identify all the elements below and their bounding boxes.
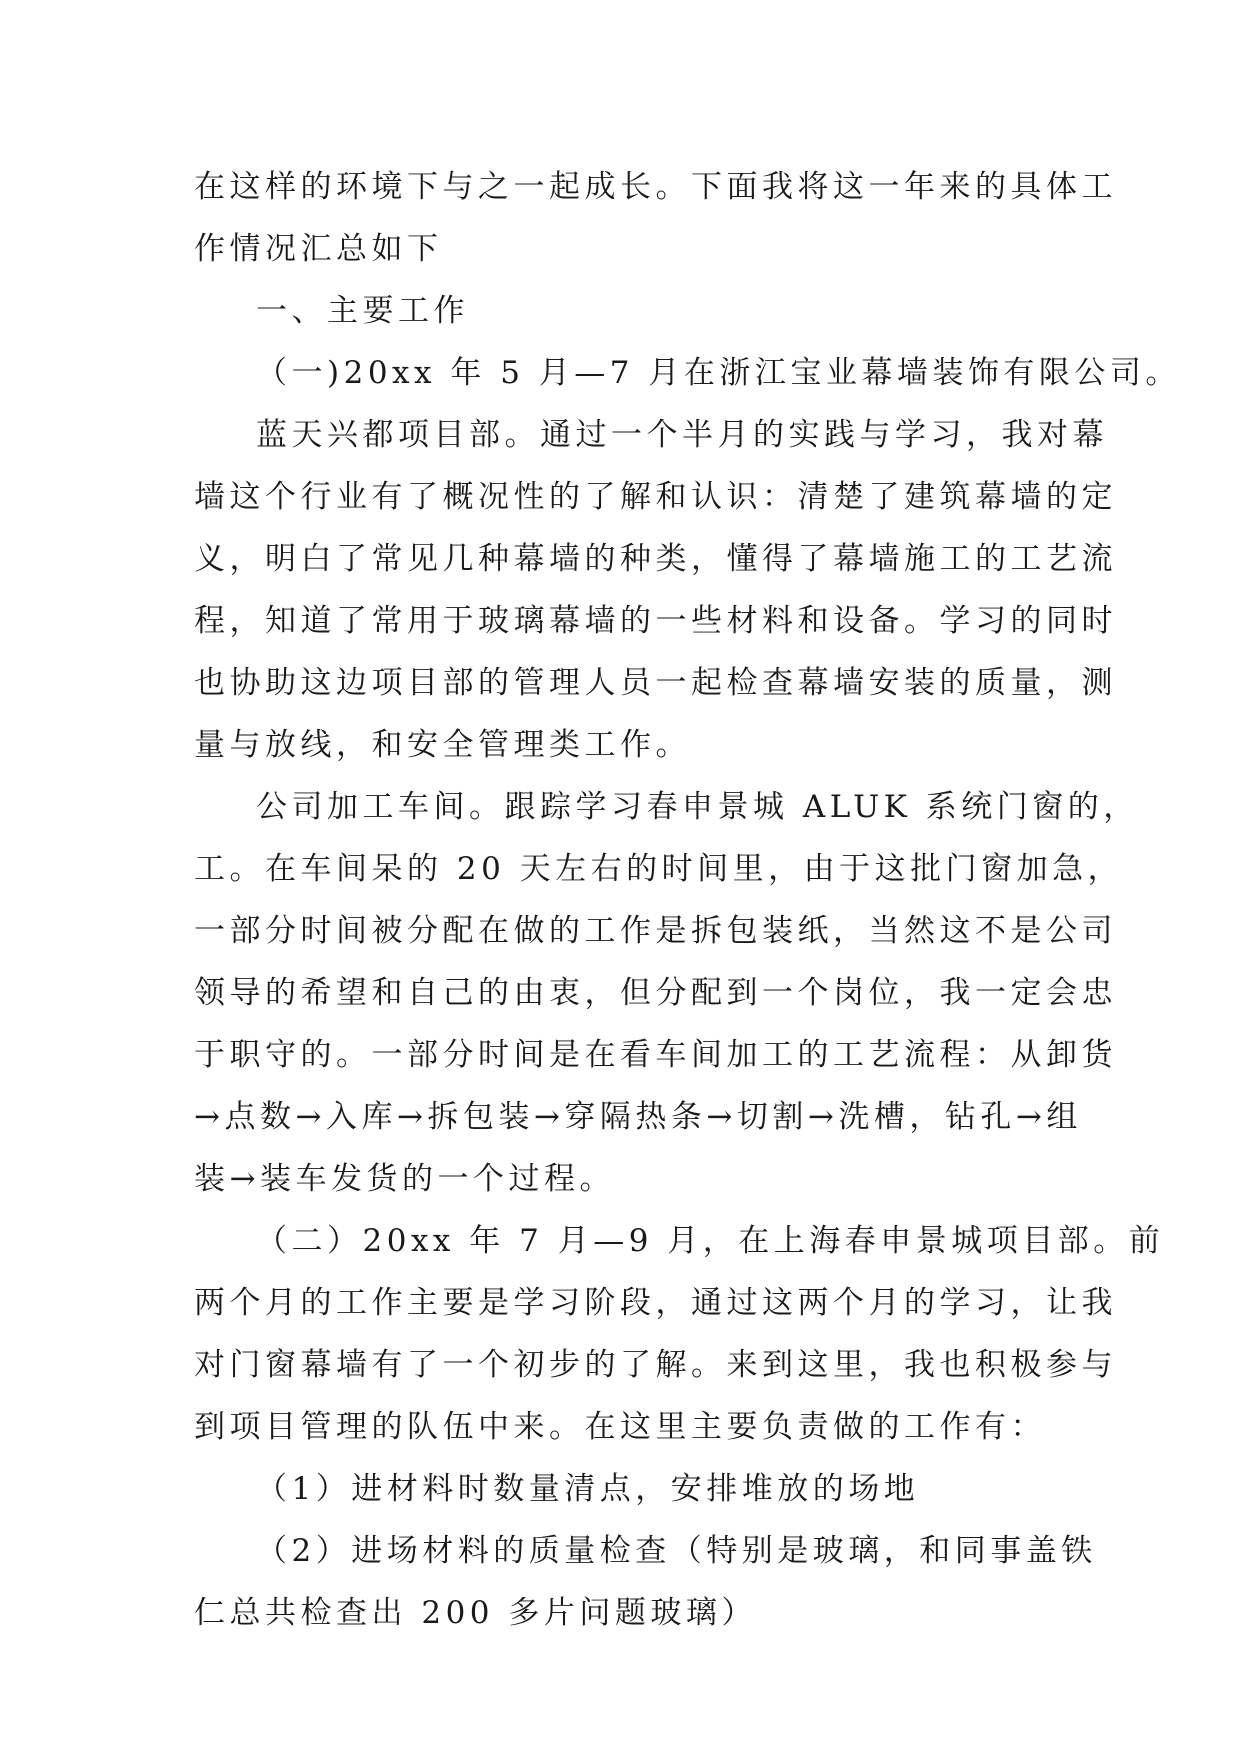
text-line: 量与放线，和安全管理类工作。 xyxy=(194,727,691,763)
text-line: 装→装车发货的一个过程。 xyxy=(194,1161,615,1197)
text-line: 两个月的工作主要是学习阶段，通过这两个月的学习，让我 xyxy=(194,1285,1117,1321)
text-line: 义，明白了常见几种幕墙的种类，懂得了幕墙施工的工艺流 xyxy=(194,541,1117,577)
text-line: 在这样的环境下与之一起成长。下面我将这一年来的具体工 xyxy=(194,169,1117,205)
subsection-heading: （一)20xx 年 5 月—7 月在浙江宝业幕墙装饰有限公司。 xyxy=(256,355,1181,391)
text-line: 工。在车间呆的 20 天左右的时间里，由于这批门窗加急， xyxy=(194,851,1124,887)
document-body xyxy=(194,156,1181,1644)
text-line: 蓝天兴都项目部。通过一个半月的实践与学习，我对幕 xyxy=(256,417,1108,453)
text-line: 墙这个行业有了概况性的了解和认识：清楚了建筑幕墙的定 xyxy=(194,479,1117,515)
list-item: （2）进场材料的质量检查（特别是玻璃，和同事盖铁 xyxy=(256,1533,1097,1569)
text-line: 仁总共检查出 200 多片问题玻璃） xyxy=(194,1595,757,1631)
text-line: 作情况汇总如下 xyxy=(194,231,443,267)
text-line: →点数→入库→拆包装→穿隔热条→切割→洗槽，钻孔→组 xyxy=(194,1099,1082,1135)
text-line: 公司加工车间。跟踪学习春申景城 ALUK 系统门窗的， xyxy=(256,789,1139,825)
list-item: （1）进材料时数量清点，安排堆放的场地 xyxy=(256,1471,920,1507)
text-line: 领导的希望和自己的由衷，但分配到一个岗位，我一定会忠 xyxy=(194,975,1117,1011)
text-line: 一部分时间被分配在做的工作是拆包装纸，当然这不是公司 xyxy=(194,913,1117,949)
text-line: 到项目管理的队伍中来。在这里主要负责做的工作有： xyxy=(194,1409,1046,1445)
text-line: 于职守的。一部分时间是在看车间加工的工艺流程：从卸货 xyxy=(194,1037,1117,1073)
section-heading: 一、主要工作 xyxy=(256,293,469,329)
text-line: 对门窗幕墙有了一个初步的了解。来到这里，我也积极参与 xyxy=(194,1347,1117,1383)
subsection-heading: （二）20xx 年 7 月—9 月，在上海春申景城项目部。前 xyxy=(256,1223,1165,1259)
text-line: 也协助这边项目部的管理人员一起检查幕墙安装的质量，测 xyxy=(194,665,1117,701)
text-line: 程，知道了常用于玻璃幕墙的一些材料和设备。学习的同时 xyxy=(194,603,1117,639)
